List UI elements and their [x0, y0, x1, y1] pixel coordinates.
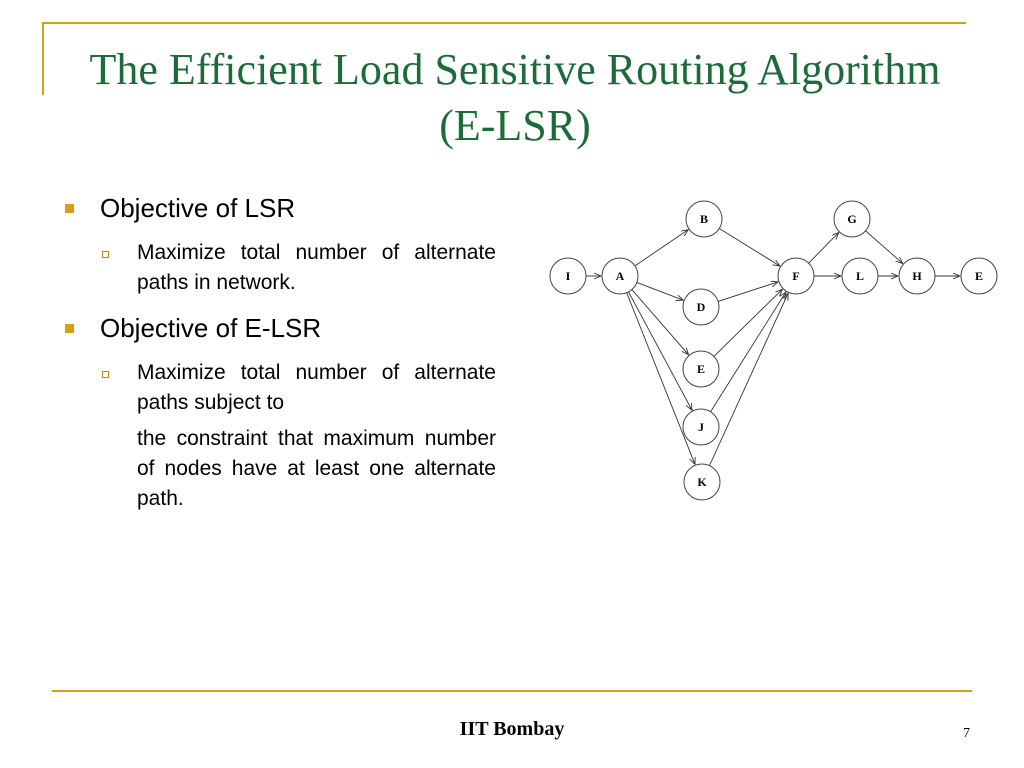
edge-A-B: [635, 230, 688, 266]
frame-left-border: [42, 22, 44, 95]
graph-node-L: [842, 258, 878, 294]
sub-bullet-lsr: [100, 238, 496, 298]
edge-D-F: [718, 282, 778, 302]
hollow-square-bullet-icon: [102, 251, 109, 258]
bullet-objective-lsr: [62, 192, 496, 224]
graph-node-H: [899, 258, 935, 294]
edge-F-G: [809, 233, 839, 264]
sub-bullet-text: Maximize total number of alternate paths subject to: [137, 361, 496, 414]
routing-graph-diagram: [540, 190, 1010, 510]
edge-B-F: [719, 228, 780, 266]
graph-node-B: [686, 201, 722, 237]
node-label: H: [912, 269, 922, 283]
bullet-text: Objective of E-LSR: [100, 313, 322, 343]
bullet-objective-elsr: [62, 312, 496, 344]
footer-institution: IIT Bombay: [459, 718, 565, 740]
sub-bullet-continuation: the constraint that maximum number of nodes have at least one alternate path.: [137, 427, 496, 510]
node-label: B: [699, 212, 709, 226]
graph-node-F: [778, 258, 814, 294]
square-bullet-icon: [65, 204, 74, 213]
edge-J-F: [711, 292, 786, 412]
graph-node-A: [602, 258, 638, 294]
graph-node-D: [683, 289, 719, 325]
node-label: F: [792, 269, 800, 283]
footer-divider: [52, 690, 972, 692]
graph-node-E2: [961, 258, 997, 294]
edge-K-F: [709, 293, 788, 465]
graph-node-J: [683, 409, 719, 445]
edge-A-J: [629, 292, 693, 410]
sub-bullet-text: Maximize total number of alternate paths in network.: [137, 241, 496, 294]
graph-node-E1: [683, 351, 719, 387]
edge-A-K: [627, 293, 695, 465]
node-label: I: [565, 269, 571, 283]
hollow-square-bullet-icon: [102, 371, 109, 378]
edge-G-H: [866, 231, 903, 264]
bullet-list: [62, 192, 496, 514]
node-label: J: [698, 420, 704, 434]
edge-A-D: [637, 282, 683, 300]
graph-node-I: [550, 258, 586, 294]
sub-bullet-elsr: [100, 358, 496, 418]
node-label: E: [974, 269, 984, 283]
page-number: 7: [963, 726, 970, 741]
frame-top-border: [42, 22, 966, 24]
node-label: D: [696, 300, 706, 314]
graph-node-G: [834, 201, 870, 237]
graph-node-K: [684, 464, 720, 500]
node-label: L: [855, 269, 865, 283]
node-label: G: [847, 212, 857, 226]
bullet-text: Objective of LSR: [100, 193, 296, 223]
square-bullet-icon: [65, 324, 74, 333]
node-label: K: [697, 475, 707, 489]
node-label: A: [615, 269, 625, 283]
slide-title: The Efficient Load Sensitive Routing Algorithm (E-LSR): [89, 45, 941, 150]
node-label: E: [696, 362, 706, 376]
